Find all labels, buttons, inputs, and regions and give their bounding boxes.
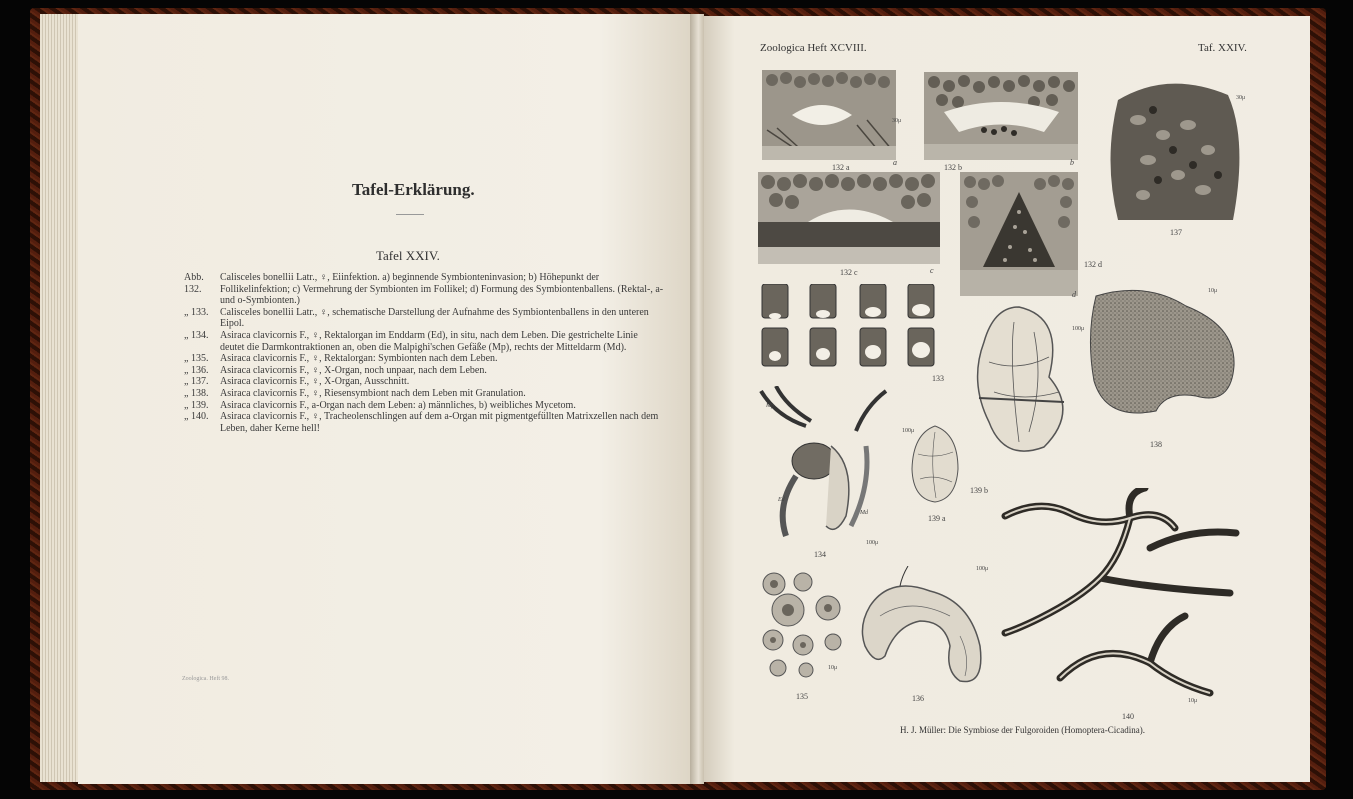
entry-text: Asiraca clavicornis F., a-Organ nach dem Leben: a) männliches, b) weibliches Mycetom. bbox=[220, 399, 576, 411]
entry-number: „ 140. bbox=[184, 411, 209, 423]
scale-label: 100μ bbox=[976, 566, 989, 572]
scale-label: 100μ bbox=[866, 540, 879, 546]
scale-label: 100μ bbox=[1072, 326, 1085, 332]
entry-number: „ 135. bbox=[184, 353, 209, 365]
figure-label: 132 d bbox=[1084, 260, 1102, 269]
page-title: Tafel-Erklärung. bbox=[352, 180, 475, 199]
figure-139a bbox=[908, 424, 962, 504]
running-header-right: Taf. XXIV. bbox=[1198, 42, 1247, 54]
page-edges bbox=[40, 14, 80, 782]
entry-number: „ 138. bbox=[184, 387, 209, 399]
entry-number: Abb. 132. bbox=[184, 272, 204, 295]
figure-label: 132 a bbox=[832, 163, 850, 172]
entry-text: Asiraca clavicornis F., ♀, Rektalorgan im Enddarm (Ed), in situ, nach dem Leben. Die gestrichelte Linie deutet die Darmkontraktionen an, oben die Malpighi'schen Gefäße (Mp), rechts der Mitteldarm (Md). bbox=[220, 329, 638, 353]
entry-number: „ 137. bbox=[184, 376, 209, 388]
book-gutter bbox=[690, 14, 704, 784]
running-header-left: Zoologica Heft XCVIII. bbox=[760, 42, 867, 54]
label-mp: Mp bbox=[766, 403, 774, 409]
entry-133 bbox=[184, 307, 664, 330]
entry-text: Calisceles bonellii Latr., ♀, schematische Darstellung der Aufnahme des Symbiontenballens in den unteren Eipol. bbox=[220, 306, 649, 330]
entry-132 bbox=[184, 272, 664, 307]
entry-text: Asiraca clavicornis F., ♀, X-Organ, Ausschnitt. bbox=[220, 376, 410, 388]
entry-138 bbox=[184, 388, 664, 400]
scale-label: 100μ bbox=[902, 428, 915, 434]
figure-136 bbox=[850, 566, 992, 692]
figure-132b bbox=[924, 72, 1078, 160]
entry-number: „ 134. bbox=[184, 329, 209, 341]
figure-label: 135 bbox=[796, 692, 808, 701]
entry-text: Asiraca clavicornis F., ♀, Rektalorgan: Symbionten nach dem Leben. bbox=[220, 353, 498, 365]
figure-138 bbox=[1086, 286, 1238, 414]
scale-label: 10μ bbox=[828, 665, 838, 671]
figure-label: 139 a bbox=[928, 514, 946, 523]
figure-133 bbox=[760, 284, 944, 368]
entry-137 bbox=[184, 376, 664, 388]
plate-subtitle: Tafel XXIV. bbox=[376, 248, 440, 263]
entry-number: „ 136. bbox=[184, 364, 209, 376]
figure-label: 137 bbox=[1170, 228, 1182, 237]
entry-number: „ 139. bbox=[184, 399, 209, 411]
figure-label: 140 bbox=[1122, 712, 1134, 721]
figure-132a bbox=[762, 70, 896, 160]
entry-139 bbox=[184, 400, 664, 412]
figure-label: 132 b bbox=[944, 163, 962, 172]
scale-label: 30μ bbox=[892, 118, 902, 124]
figure-letter: a bbox=[893, 158, 897, 167]
figure-label: 138 bbox=[1150, 440, 1162, 449]
label-ed: Ed bbox=[778, 497, 785, 503]
scale-label: 10μ bbox=[1208, 288, 1218, 294]
entry-text: Asiraca clavicornis F., ♀, Tracheolenschlingen auf dem a-Organ mit pigmentgefüllten Matrixzellen nach dem Leben, daher Kerne hell! bbox=[220, 411, 659, 434]
figure-139b bbox=[964, 302, 1076, 454]
label-md: Md bbox=[860, 510, 868, 516]
figure-letter: d bbox=[1072, 290, 1076, 299]
figure-140 bbox=[1000, 488, 1246, 710]
figure-134 bbox=[756, 386, 892, 542]
title-divider bbox=[396, 214, 424, 215]
figure-label: 133 bbox=[932, 374, 944, 383]
figure-132c bbox=[758, 172, 940, 264]
figure-explanations bbox=[184, 272, 664, 434]
figure-letter: b bbox=[1070, 158, 1074, 167]
figure-137 bbox=[1108, 80, 1242, 226]
figure-label: 134 bbox=[814, 550, 826, 559]
plate-caption: H. J. Müller: Die Symbiose der Fulgoroiden (Homoptera-Cicadina). bbox=[900, 725, 1145, 735]
figure-132d bbox=[960, 172, 1078, 296]
scale-label: 30μ bbox=[1236, 95, 1246, 101]
figure-label: 136 bbox=[912, 694, 924, 703]
entry-text: Asiraca clavicornis F., ♀, X-Organ, noch unpaar, nach dem Leben. bbox=[220, 364, 487, 376]
entry-text: Asiraca clavicornis F., ♀, Riesensymbiont nach dem Leben mit Granulation. bbox=[220, 387, 526, 399]
figure-label: 132 c bbox=[840, 268, 858, 277]
entry-140 bbox=[184, 411, 664, 434]
entry-136 bbox=[184, 365, 664, 377]
entry-text: Calisceles bonellii Latr., ♀, Eiinfektion. a) beginnende Symbionteninvasion; b) Höhepunkt der Follikelinfektion; c) Vermehrung der Symbionten im Follikel; d) Formung des Symbiontenballens. (Rektal-, a- und o-Symbionten.) bbox=[220, 272, 664, 307]
page-footer: Zoologica. Heft 98. bbox=[182, 676, 229, 682]
figure-letter: c bbox=[930, 266, 934, 275]
entry-135 bbox=[184, 353, 664, 365]
entry-134 bbox=[184, 330, 664, 353]
figure-label: 139 b bbox=[970, 486, 988, 495]
entry-number: „ 133. bbox=[184, 306, 209, 318]
scale-label: 10μ bbox=[1188, 698, 1198, 704]
